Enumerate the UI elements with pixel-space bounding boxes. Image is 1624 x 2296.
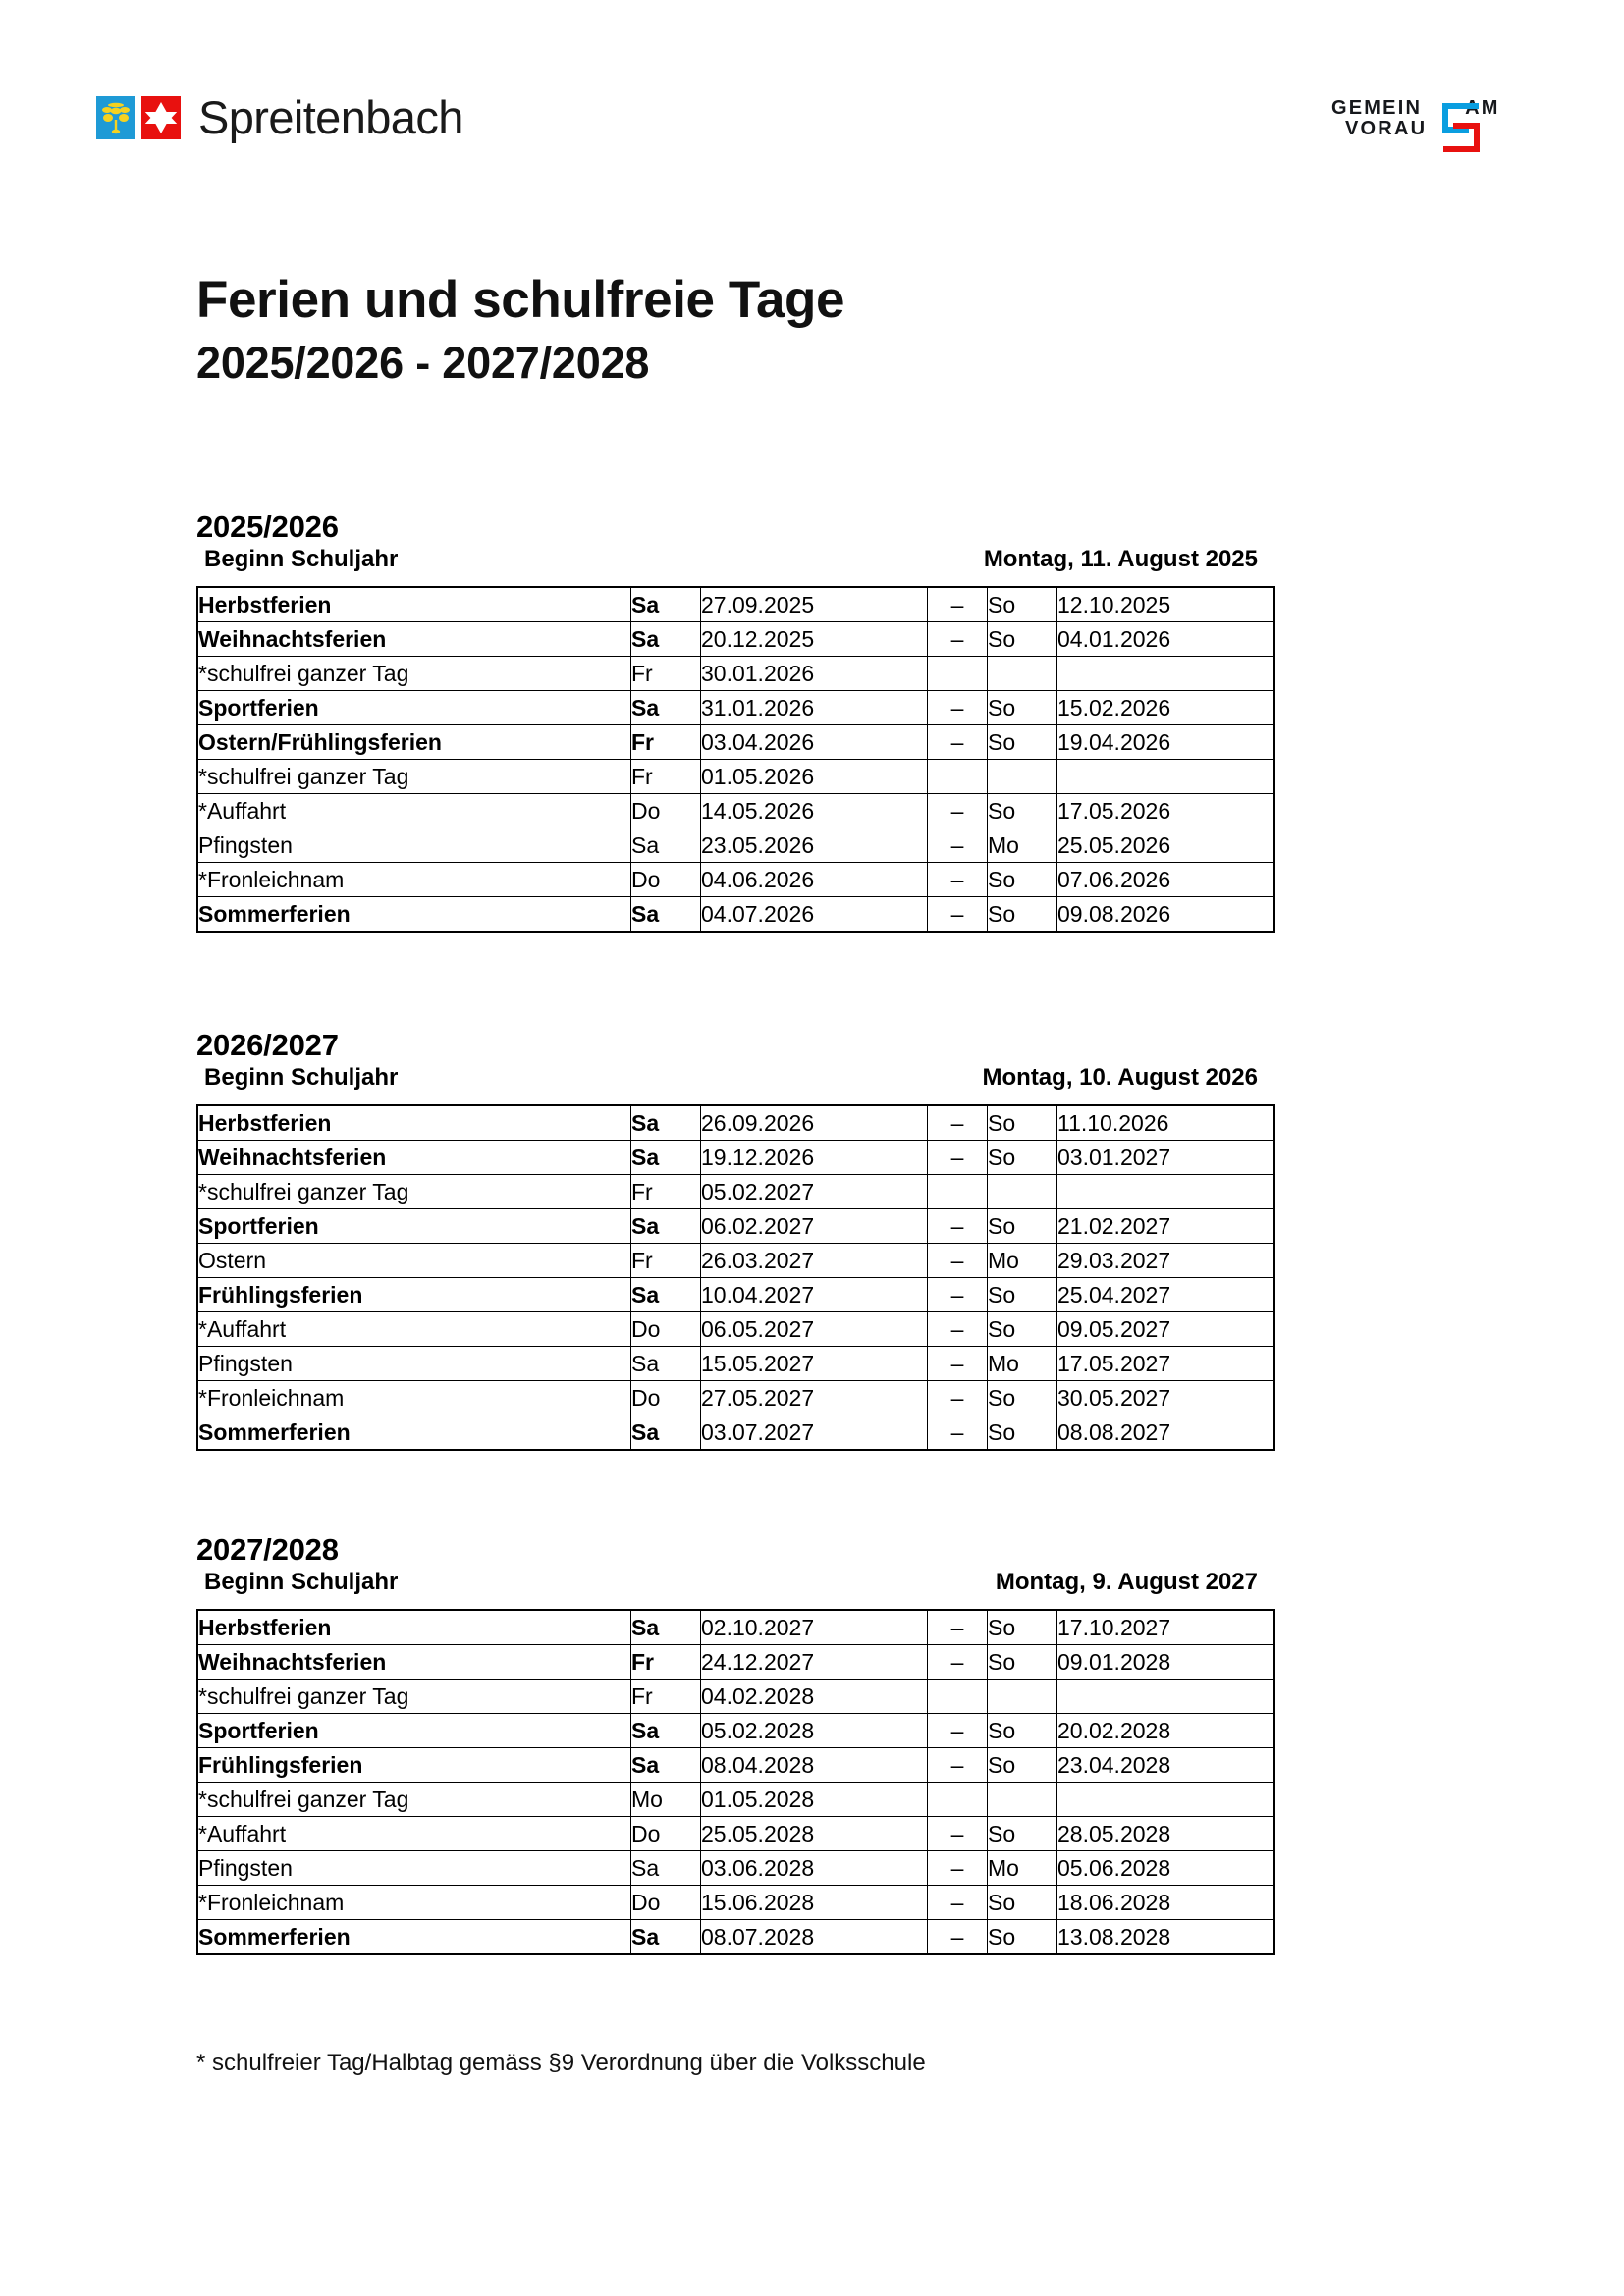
end-weekday-cell: Mo [988, 1244, 1057, 1278]
end-weekday-cell [988, 657, 1057, 691]
end-weekday-cell [988, 1680, 1057, 1714]
holiday-table-2025-2026 [196, 586, 1275, 933]
range-dash-cell: – [928, 1347, 988, 1381]
table-row [197, 1381, 1274, 1415]
end-weekday-cell: So [988, 725, 1057, 760]
range-dash-cell: – [928, 1645, 988, 1680]
start-date-cell: 10.04.2027 [701, 1278, 928, 1312]
page-subtitle: 2025/2026 - 2027/2028 [196, 338, 650, 389]
holiday-name-cell: Sportferien [197, 691, 631, 725]
section-2027-2028 [196, 1533, 1267, 1955]
start-weekday-cell: Fr [631, 1645, 701, 1680]
holiday-name-cell: *Auffahrt [197, 1312, 631, 1347]
holiday-name-cell: Herbstferien [197, 1610, 631, 1645]
end-weekday-cell: Mo [988, 1851, 1057, 1886]
end-weekday-cell [988, 1175, 1057, 1209]
page-title: Ferien und schulfreie Tage [196, 271, 845, 329]
table-row [197, 828, 1274, 863]
end-date-cell: 17.10.2027 [1057, 1610, 1275, 1645]
brand-name: Spreitenbach [198, 91, 463, 143]
end-date-cell: 04.01.2026 [1057, 622, 1275, 657]
start-date-cell: 08.04.2028 [701, 1748, 928, 1783]
start-weekday-cell: Sa [631, 1209, 701, 1244]
end-date-cell [1057, 1783, 1275, 1817]
range-dash-cell: – [928, 863, 988, 897]
holiday-name-cell: Frühlingsferien [197, 1748, 631, 1783]
table-row [197, 622, 1274, 657]
range-dash-cell: – [928, 1209, 988, 1244]
end-date-cell: 18.06.2028 [1057, 1886, 1275, 1920]
table-row [197, 863, 1274, 897]
table-row [197, 1714, 1274, 1748]
municipality-brand [96, 91, 463, 143]
page-header [96, 91, 1528, 173]
holiday-name-cell: *Auffahrt [197, 1817, 631, 1851]
start-weekday-cell: Sa [631, 1347, 701, 1381]
footnote: * schulfreier Tag/Halbtag gemäss §9 Verordnung über die Volksschule [196, 2050, 926, 2076]
end-date-cell: 09.01.2028 [1057, 1645, 1275, 1680]
start-date-cell: 25.05.2028 [701, 1817, 928, 1851]
start-weekday-cell: Sa [631, 1105, 701, 1141]
school-year-start-label: Beginn Schuljahr [204, 1569, 399, 1596]
start-weekday-cell: Do [631, 1312, 701, 1347]
end-date-cell [1057, 657, 1275, 691]
end-date-cell: 28.05.2028 [1057, 1817, 1275, 1851]
range-dash-cell [928, 1680, 988, 1714]
start-weekday-cell: Sa [631, 1610, 701, 1645]
range-dash-cell: – [928, 1817, 988, 1851]
start-date-cell: 19.12.2026 [701, 1141, 928, 1175]
range-dash-cell: – [928, 1141, 988, 1175]
start-weekday-cell: Fr [631, 1175, 701, 1209]
end-date-cell: 20.02.2028 [1057, 1714, 1275, 1748]
holiday-table-body [197, 587, 1274, 932]
range-dash-cell: – [928, 691, 988, 725]
start-date-cell: 14.05.2026 [701, 794, 928, 828]
table-row [197, 725, 1274, 760]
school-year-start-date: Montag, 10. August 2026 [982, 1064, 1258, 1092]
end-weekday-cell: So [988, 794, 1057, 828]
end-weekday-cell: So [988, 1381, 1057, 1415]
end-weekday-cell: So [988, 587, 1057, 622]
end-date-cell [1057, 1175, 1275, 1209]
end-date-cell: 09.08.2026 [1057, 897, 1275, 933]
end-weekday-cell: So [988, 1920, 1057, 1955]
holiday-name-cell: Frühlingsferien [197, 1278, 631, 1312]
start-date-cell: 04.07.2026 [701, 897, 928, 933]
holiday-name-cell: Ostern [197, 1244, 631, 1278]
start-date-cell: 26.03.2027 [701, 1244, 928, 1278]
gemeinsam-voraus-logo [1331, 98, 1528, 159]
holiday-name-cell: *Auffahrt [197, 794, 631, 828]
table-row [197, 1886, 1274, 1920]
table-row [197, 1209, 1274, 1244]
start-weekday-cell: Fr [631, 725, 701, 760]
start-date-cell: 24.12.2027 [701, 1645, 928, 1680]
start-weekday-cell: Do [631, 1381, 701, 1415]
start-date-cell: 03.04.2026 [701, 725, 928, 760]
end-date-cell: 21.02.2027 [1057, 1209, 1275, 1244]
start-weekday-cell: Sa [631, 1714, 701, 1748]
table-row [197, 1141, 1274, 1175]
end-date-cell: 12.10.2025 [1057, 587, 1275, 622]
start-date-cell: 05.02.2028 [701, 1714, 928, 1748]
end-weekday-cell: So [988, 1610, 1057, 1645]
start-date-cell: 04.06.2026 [701, 863, 928, 897]
start-weekday-cell: Do [631, 863, 701, 897]
end-date-cell [1057, 1680, 1275, 1714]
end-date-cell: 05.06.2028 [1057, 1851, 1275, 1886]
holiday-name-cell: Herbstferien [197, 1105, 631, 1141]
start-weekday-cell: Sa [631, 691, 701, 725]
title-block [196, 271, 1375, 389]
start-date-cell: 15.05.2027 [701, 1347, 928, 1381]
start-weekday-cell: Sa [631, 897, 701, 933]
end-date-cell: 17.05.2026 [1057, 794, 1275, 828]
range-dash-cell: – [928, 1851, 988, 1886]
end-weekday-cell: So [988, 691, 1057, 725]
end-weekday-cell: So [988, 863, 1057, 897]
holiday-table-body [197, 1610, 1274, 1954]
range-dash-cell: – [928, 1105, 988, 1141]
range-dash-cell: – [928, 1312, 988, 1347]
school-year-start-label: Beginn Schuljahr [204, 546, 399, 573]
end-weekday-cell: So [988, 1714, 1057, 1748]
end-date-cell: 17.05.2027 [1057, 1347, 1275, 1381]
start-weekday-cell: Fr [631, 1244, 701, 1278]
range-dash-cell: – [928, 794, 988, 828]
holiday-name-cell: Pfingsten [197, 1851, 631, 1886]
section-year-label: 2025/2026 [196, 509, 339, 544]
school-year-start-label: Beginn Schuljahr [204, 1064, 399, 1092]
logo-text-am: AM [1465, 97, 1500, 119]
holiday-name-cell: Weihnachtsferien [197, 1645, 631, 1680]
end-date-cell: 19.04.2026 [1057, 725, 1275, 760]
school-year-start-row [196, 1064, 1267, 1092]
range-dash-cell: – [928, 587, 988, 622]
end-weekday-cell: So [988, 1645, 1057, 1680]
range-dash-cell: – [928, 1278, 988, 1312]
holiday-name-cell: Sommerferien [197, 1415, 631, 1451]
table-row [197, 1278, 1274, 1312]
end-weekday-cell: So [988, 622, 1057, 657]
range-dash-cell: – [928, 897, 988, 933]
start-date-cell: 20.12.2025 [701, 622, 928, 657]
coat-of-arms-red-star-icon [141, 96, 181, 139]
holiday-name-cell: Pfingsten [197, 1347, 631, 1381]
range-dash-cell: – [928, 1381, 988, 1415]
start-date-cell: 05.02.2027 [701, 1175, 928, 1209]
section-year-label: 2027/2028 [196, 1532, 339, 1567]
table-row [197, 691, 1274, 725]
end-weekday-cell [988, 1783, 1057, 1817]
range-dash-cell [928, 1175, 988, 1209]
end-date-cell [1057, 760, 1275, 794]
start-date-cell: 23.05.2026 [701, 828, 928, 863]
end-date-cell: 08.08.2027 [1057, 1415, 1275, 1451]
coat-of-arms-blue-icon [96, 96, 135, 139]
end-weekday-cell: So [988, 1209, 1057, 1244]
table-row [197, 1783, 1274, 1817]
section-2026-2027 [196, 1029, 1267, 1451]
end-date-cell: 07.06.2026 [1057, 863, 1275, 897]
end-weekday-cell: So [988, 1105, 1057, 1141]
table-row [197, 1415, 1274, 1451]
holiday-name-cell: *Fronleichnam [197, 863, 631, 897]
start-weekday-cell: Sa [631, 828, 701, 863]
end-date-cell: 11.10.2026 [1057, 1105, 1275, 1141]
start-date-cell: 30.01.2026 [701, 657, 928, 691]
range-dash-cell: – [928, 1748, 988, 1783]
holiday-table-2026-2027 [196, 1104, 1275, 1451]
end-date-cell: 29.03.2027 [1057, 1244, 1275, 1278]
range-dash-cell: – [928, 828, 988, 863]
holiday-name-cell: Sommerferien [197, 1920, 631, 1955]
start-date-cell: 04.02.2028 [701, 1680, 928, 1714]
section-2025-2026 [196, 510, 1267, 933]
start-date-cell: 02.10.2027 [701, 1610, 928, 1645]
table-row [197, 794, 1274, 828]
end-date-cell: 15.02.2026 [1057, 691, 1275, 725]
start-date-cell: 27.05.2027 [701, 1381, 928, 1415]
holiday-name-cell: Ostern/Frühlingsferien [197, 725, 631, 760]
end-weekday-cell: So [988, 1748, 1057, 1783]
range-dash-cell: – [928, 1714, 988, 1748]
holiday-name-cell: *Fronleichnam [197, 1886, 631, 1920]
section-year-label: 2026/2027 [196, 1028, 339, 1062]
end-weekday-cell: So [988, 1312, 1057, 1347]
start-date-cell: 06.05.2027 [701, 1312, 928, 1347]
start-weekday-cell: Do [631, 794, 701, 828]
end-weekday-cell: So [988, 897, 1057, 933]
holiday-table-2027-2028 [196, 1609, 1275, 1955]
start-weekday-cell: Fr [631, 1680, 701, 1714]
start-date-cell: 06.02.2027 [701, 1209, 928, 1244]
table-row [197, 1347, 1274, 1381]
holiday-table-body [197, 1105, 1274, 1450]
start-weekday-cell: Sa [631, 587, 701, 622]
table-row [197, 657, 1274, 691]
holiday-name-cell: *schulfrei ganzer Tag [197, 1680, 631, 1714]
school-year-start-date: Montag, 11. August 2025 [983, 546, 1258, 573]
start-weekday-cell: Sa [631, 1415, 701, 1451]
end-weekday-cell [988, 760, 1057, 794]
holiday-name-cell: *schulfrei ganzer Tag [197, 760, 631, 794]
start-weekday-cell: Sa [631, 622, 701, 657]
table-row [197, 1244, 1274, 1278]
table-row [197, 1175, 1274, 1209]
logo-text-vorau: VORAU [1345, 118, 1428, 139]
start-date-cell: 26.09.2026 [701, 1105, 928, 1141]
end-date-cell: 25.05.2026 [1057, 828, 1275, 863]
start-date-cell: 15.06.2028 [701, 1886, 928, 1920]
range-dash-cell [928, 1783, 988, 1817]
range-dash-cell: – [928, 1920, 988, 1955]
end-weekday-cell: Mo [988, 1347, 1057, 1381]
table-row [197, 1645, 1274, 1680]
start-weekday-cell: Do [631, 1886, 701, 1920]
table-row [197, 1610, 1274, 1645]
holiday-name-cell: Weihnachtsferien [197, 622, 631, 657]
start-weekday-cell: Fr [631, 760, 701, 794]
range-dash-cell: – [928, 1610, 988, 1645]
range-dash-cell: – [928, 1244, 988, 1278]
end-weekday-cell: Mo [988, 828, 1057, 863]
end-date-cell: 25.04.2027 [1057, 1278, 1275, 1312]
holiday-name-cell: *schulfrei ganzer Tag [197, 1175, 631, 1209]
logo-text-gemein: GEMEIN [1331, 97, 1423, 119]
end-date-cell: 30.05.2027 [1057, 1381, 1275, 1415]
start-date-cell: 03.06.2028 [701, 1851, 928, 1886]
end-date-cell: 09.05.2027 [1057, 1312, 1275, 1347]
start-date-cell: 27.09.2025 [701, 587, 928, 622]
start-date-cell: 31.01.2026 [701, 691, 928, 725]
start-weekday-cell: Do [631, 1817, 701, 1851]
holiday-name-cell: *Fronleichnam [197, 1381, 631, 1415]
start-date-cell: 03.07.2027 [701, 1415, 928, 1451]
table-row [197, 760, 1274, 794]
holiday-name-cell: Sportferien [197, 1209, 631, 1244]
school-year-start-date: Montag, 9. August 2027 [995, 1569, 1258, 1596]
start-date-cell: 01.05.2026 [701, 760, 928, 794]
range-dash-cell: – [928, 1415, 988, 1451]
table-row [197, 1817, 1274, 1851]
table-row [197, 1851, 1274, 1886]
start-weekday-cell: Sa [631, 1278, 701, 1312]
start-weekday-cell: Sa [631, 1851, 701, 1886]
holiday-name-cell: Pfingsten [197, 828, 631, 863]
end-weekday-cell: So [988, 1141, 1057, 1175]
range-dash-cell: – [928, 1886, 988, 1920]
end-date-cell: 03.01.2027 [1057, 1141, 1275, 1175]
table-row [197, 1920, 1274, 1955]
holiday-name-cell: *schulfrei ganzer Tag [197, 657, 631, 691]
end-weekday-cell: So [988, 1278, 1057, 1312]
stylized-s-mark-icon [1439, 98, 1483, 157]
end-weekday-cell: So [988, 1886, 1057, 1920]
table-row [197, 1312, 1274, 1347]
range-dash-cell: – [928, 622, 988, 657]
holiday-name-cell: *schulfrei ganzer Tag [197, 1783, 631, 1817]
school-year-start-row [196, 1569, 1267, 1596]
table-row [197, 1748, 1274, 1783]
holiday-name-cell: Weihnachtsferien [197, 1141, 631, 1175]
end-weekday-cell: So [988, 1817, 1057, 1851]
range-dash-cell [928, 760, 988, 794]
start-date-cell: 08.07.2028 [701, 1920, 928, 1955]
table-row [197, 587, 1274, 622]
start-weekday-cell: Sa [631, 1748, 701, 1783]
end-date-cell: 13.08.2028 [1057, 1920, 1275, 1955]
coat-of-arms-group [96, 96, 181, 139]
holiday-name-cell: Sportferien [197, 1714, 631, 1748]
end-weekday-cell: So [988, 1415, 1057, 1451]
start-weekday-cell: Sa [631, 1141, 701, 1175]
range-dash-cell [928, 657, 988, 691]
start-date-cell: 01.05.2028 [701, 1783, 928, 1817]
start-weekday-cell: Fr [631, 657, 701, 691]
range-dash-cell: – [928, 725, 988, 760]
table-row [197, 897, 1274, 933]
school-year-start-row [196, 546, 1267, 573]
holiday-name-cell: Sommerferien [197, 897, 631, 933]
table-row [197, 1680, 1274, 1714]
start-weekday-cell: Sa [631, 1920, 701, 1955]
holiday-name-cell: Herbstferien [197, 587, 631, 622]
end-date-cell: 23.04.2028 [1057, 1748, 1275, 1783]
start-weekday-cell: Mo [631, 1783, 701, 1817]
table-row [197, 1105, 1274, 1141]
